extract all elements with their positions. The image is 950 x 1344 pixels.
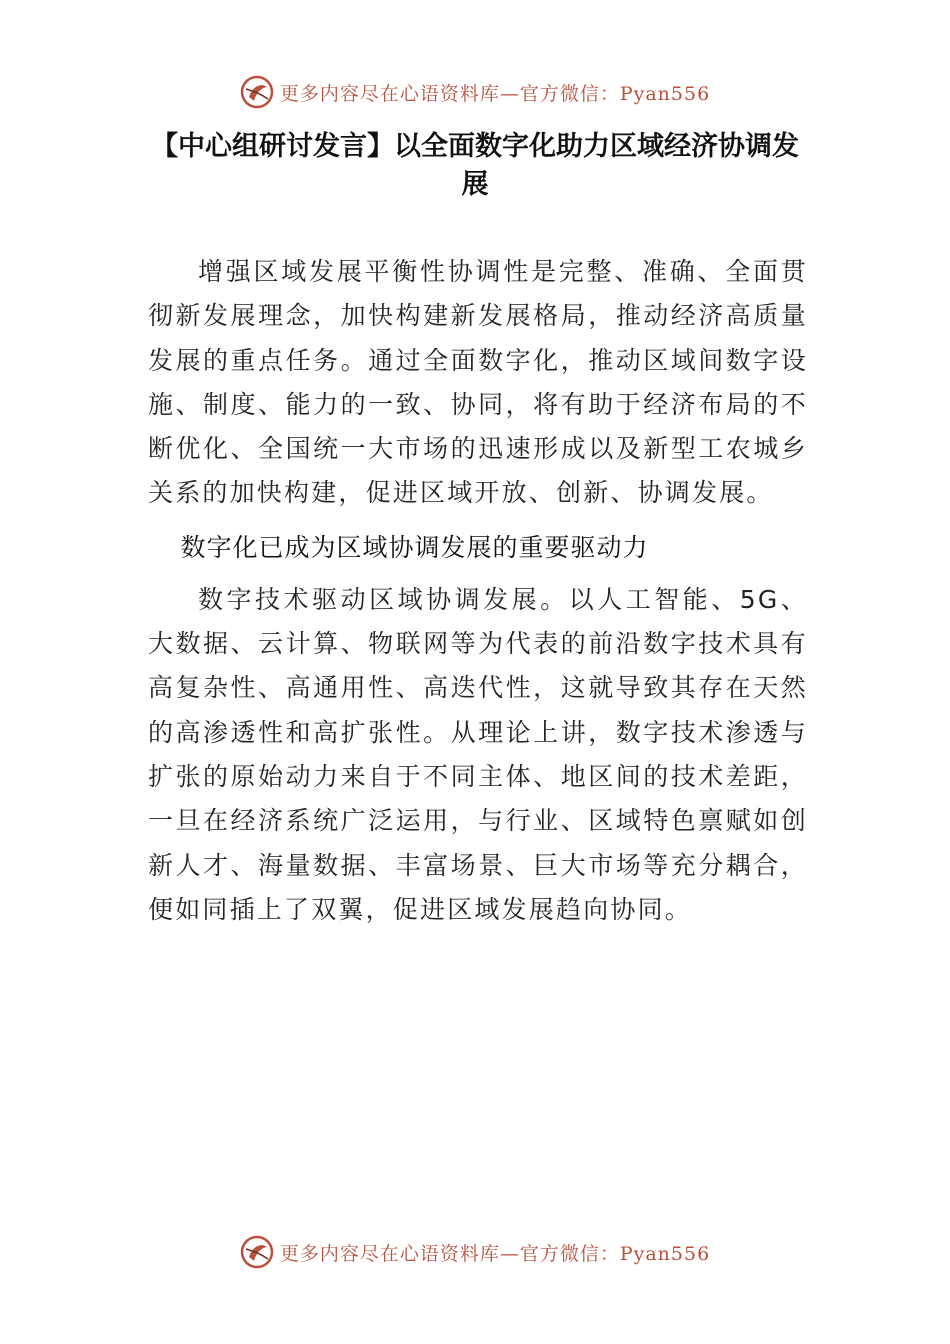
paragraph: 增强区域发展平衡性协调性是完整、准确、全面贯彻新发展理念，加快构建新发展格局，推动经济高质量发展的重点任务。通过全面数字化，推动区域间数字设施、制度、能力的一致、协同，将有助于经济布局的不断优化、全国统一大市场的迅速形成以及新型工农城乡关系的加快构建，促进区域开放、创新、协调发展。: [148, 257, 808, 508]
watermark-text: 更多内容尽在心语资料库—官方微信：Pyan556: [279, 1242, 711, 1265]
logo-icon: [240, 1235, 274, 1269]
document-body: [148, 250, 808, 932]
section-heading: 数字化已成为区域协调发展的重要驱动力: [180, 532, 649, 562]
watermark-text: 更多内容尽在心语资料库—官方微信：Pyan556: [279, 82, 711, 105]
document-title: 【中心组研讨发言】以全面数字化助力区域经济协调发展: [151, 131, 799, 200]
paragraph: 数字技术驱动区域协调发展。以人工智能、5G、大数据、云计算、物联网等为代表的前沿数字技术具有高复杂性、高通用性、高迭代性，这就导致其存在天然的高渗透性和高扩张性。从理论上讲，数字技术渗透与扩张的原始动力来自于不同主体、地区间的技术差距，一旦在经济系统广泛运用，与行业、区域特色禀赋如创新人才、海量数据、丰富场景、巨大市场等充分耦合，便如同插上了双翼，促进区域发展趋向协同。: [148, 584, 808, 924]
header-watermark: [0, 72, 950, 112]
footer-watermark: [0, 1232, 950, 1272]
logo-icon: [240, 75, 274, 109]
